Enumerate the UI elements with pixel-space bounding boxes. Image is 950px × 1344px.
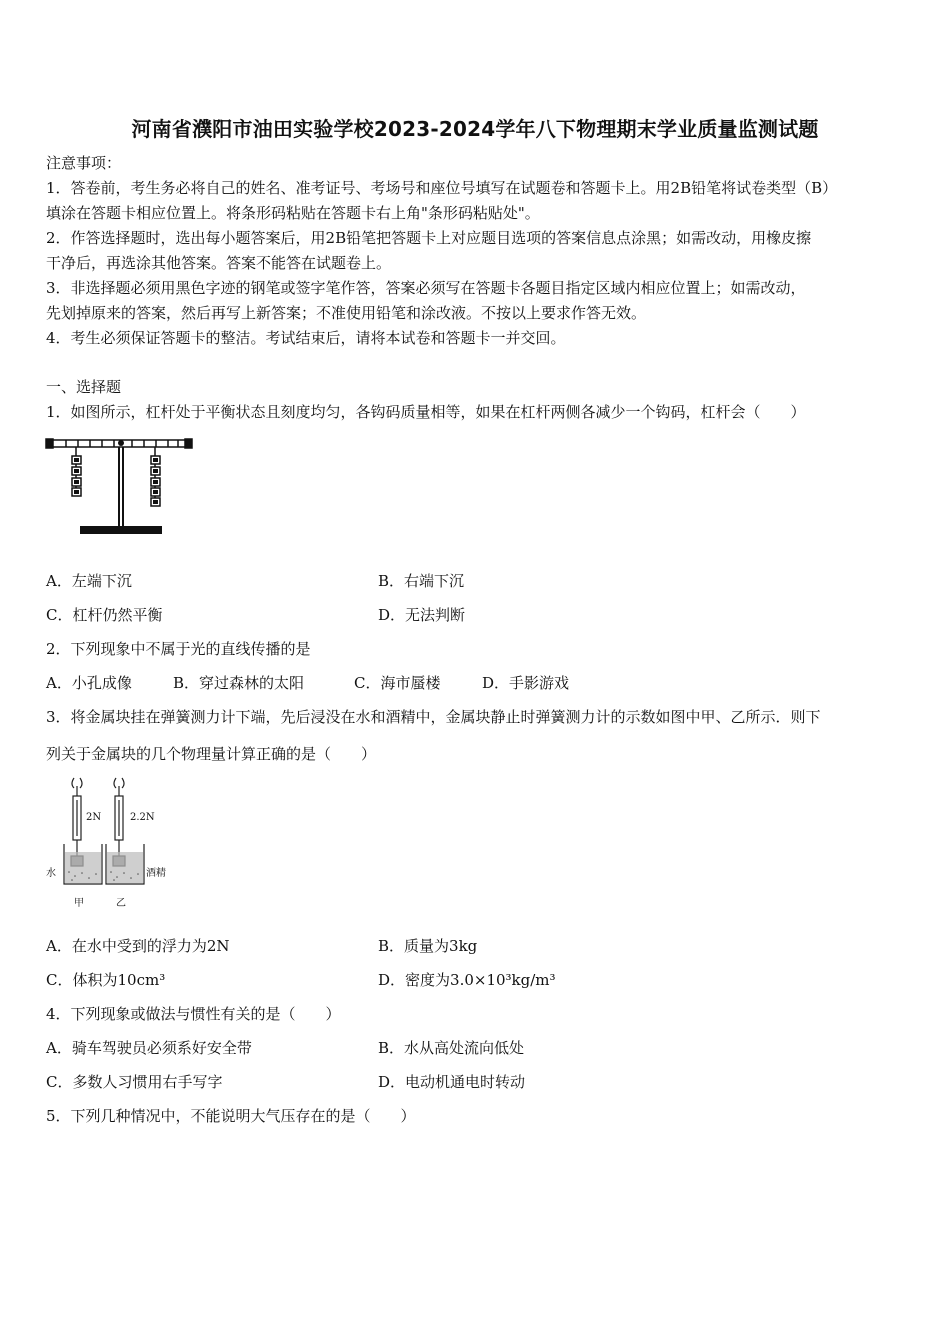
q3-option-a[interactable]: A．在水中受到的浮力为2N: [46, 937, 230, 955]
notice-line: 先划掉原来的答案，然后再写上新答案；不准使用铅笔和涂改液。不按以上要求作答无效。: [46, 304, 647, 322]
lever-diagram: [44, 432, 196, 542]
q2-option-d[interactable]: D．手影游戏: [482, 674, 570, 692]
q2-option-a[interactable]: A．小孔成像: [46, 674, 132, 692]
question-5-stem: 5．下列几种情况中，不能说明大气压存在的是（ ）: [46, 1107, 416, 1125]
q4-option-b[interactable]: B．水从高处流向低处: [378, 1039, 525, 1057]
notice-line: 1．答卷前，考生务必将自己的姓名、准考证号、考场号和座位号填写在试题卷和答题卡上。用2B铅笔将试卷类型（B）: [46, 179, 838, 197]
question-2-stem: 2．下列现象中不属于光的直线传播的是: [46, 640, 311, 658]
notice-line: 4．考生必须保证答题卡的整洁。考试结束后，请将本试卷和答题卡一并交回。: [46, 329, 566, 347]
q1-option-c[interactable]: C．杠杆仍然平衡: [46, 606, 163, 624]
notice-line: 干净后，再选涂其他答案。答案不能答在试题卷上。: [46, 254, 392, 272]
q4-option-d[interactable]: D．电动机通电时转动: [378, 1073, 526, 1091]
notice-line: 2．作答选择题时，选出每小题答案后，用2B铅笔把答题卡上对应题目选项的答案信息点涂黑；如需改动，用橡皮擦: [46, 229, 812, 247]
spring-scale-diagram: [44, 774, 176, 910]
q4-option-a[interactable]: A．骑车驾驶员必须系好安全带: [46, 1039, 252, 1057]
q2-option-b[interactable]: B．穿过森林的太阳: [173, 674, 305, 692]
q4-option-c[interactable]: C．多数人习惯用右手写字: [46, 1073, 223, 1091]
q3-option-c[interactable]: C．体积为10cm³: [46, 971, 166, 989]
q1-option-a[interactable]: A．左端下沉: [46, 572, 132, 590]
reading-left: 2N: [86, 812, 102, 823]
section-heading: 一、选择题: [46, 378, 122, 396]
q3-option-b[interactable]: B．质量为3kg: [378, 937, 478, 955]
label-water: 水: [46, 868, 56, 879]
q1-option-b[interactable]: B．右端下沉: [378, 572, 465, 590]
reading-right: 2.2N: [130, 812, 155, 823]
question-1-stem: 1．如图所示，杠杆处于平衡状态且刻度均匀，各钩码质量相等，如果在杠杆两侧各减少一个钩码，杠杆会（ ）: [46, 403, 806, 421]
caption-left: 甲: [74, 898, 84, 909]
question-3-stem: 3．将金属块挂在弹簧测力计下端，先后浸没在水和酒精中，金属块静止时弹簧测力计的示数如图中甲、乙所示．则下: [46, 708, 821, 726]
notice-heading: 注意事项：: [46, 154, 122, 172]
question-3-stem-cont: 列关于金属块的几个物理量计算正确的是（ ）: [46, 745, 377, 763]
q2-option-c[interactable]: C．海市蜃楼: [354, 674, 441, 692]
q3-option-d[interactable]: D．密度为3.0×10³kg/m³: [378, 971, 556, 989]
caption-right: 乙: [116, 898, 126, 909]
notice-line: 填涂在答题卡相应位置上。将条形码粘贴在答题卡右上角"条形码粘贴处"。: [46, 204, 540, 222]
notice-line: 3．非选择题必须用黑色字迹的钢笔或签字笔作答，答案必须写在答题卡各题目指定区域内相应位置上；如需改动，: [46, 279, 806, 297]
q1-option-d[interactable]: D．无法判断: [378, 606, 466, 624]
label-alcohol: 酒精: [146, 868, 166, 879]
question-4-stem: 4．下列现象或做法与惯性有关的是（ ）: [46, 1005, 341, 1023]
page-title: 河南省濮阳市油田实验学校2023-2024学年八下物理期末学业质量监测试题: [131, 117, 819, 141]
